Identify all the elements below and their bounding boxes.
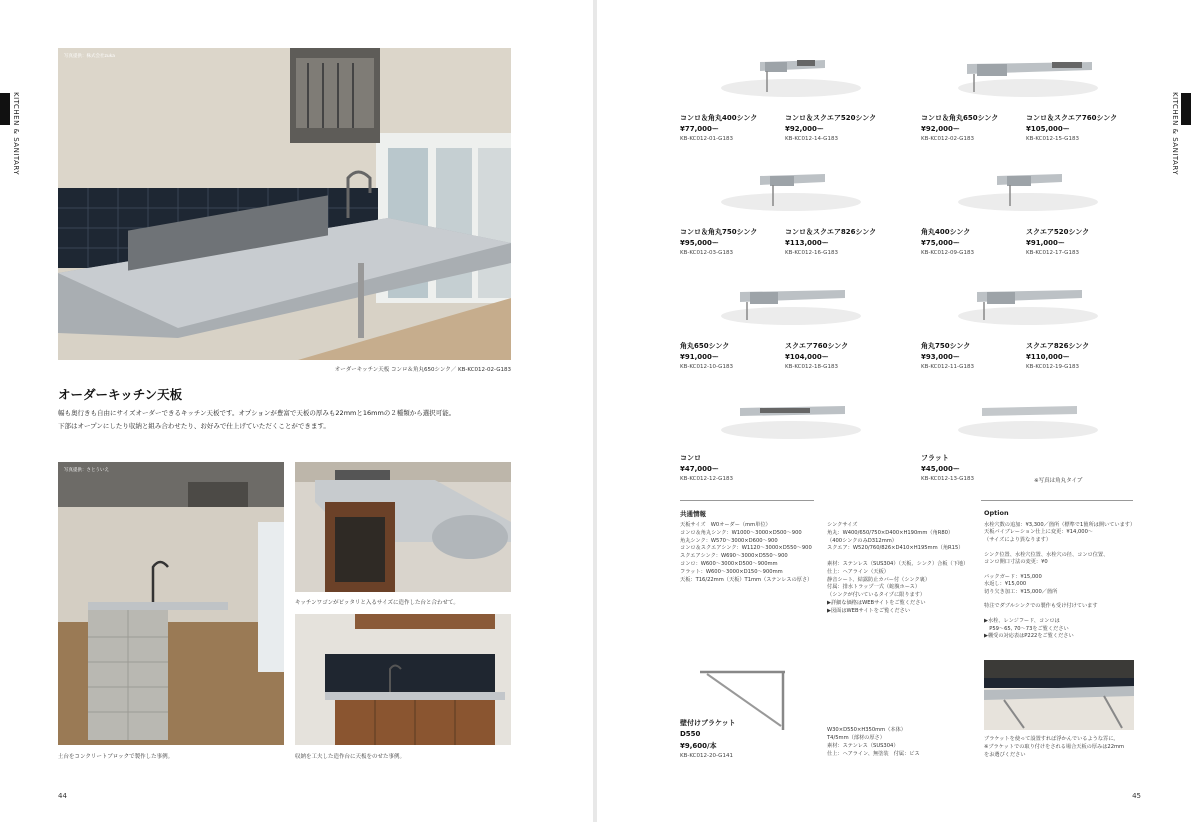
common-info-line: 天板：T16/22mm（天板）T1mm（ステンレスの厚さ）	[680, 576, 813, 583]
common-info-line: コンロ＆角丸シンク：W1000～3000×D500～900	[680, 529, 802, 536]
product-price: ¥91,000ー	[680, 353, 719, 361]
option-line: 切り欠き加工：¥15,000／箇所	[984, 588, 1058, 595]
option-line: （サイズにより異なります）	[984, 536, 1052, 543]
photo-credit: 写真提供：さとういえ	[64, 468, 109, 473]
sink-spec-line: ▶図面はWEBサイトをご覧ください	[827, 607, 911, 614]
product-name: 角丸750シンク	[921, 342, 971, 350]
option-line: 天板バイブレーション仕上に変更：¥14,000～	[984, 529, 1094, 536]
product-code: KB-KC012-17-G183	[1026, 250, 1079, 256]
section-tab	[1181, 93, 1191, 125]
product-code: KB-KC012-18-G183	[785, 364, 838, 370]
sink-spec-line: 素材：ステンレス（SUS304）（天板、シンク）合板（下地）	[827, 561, 969, 567]
option-line: ▶棚受の対応表はP222をご覧ください	[984, 633, 1074, 639]
product-code: KB-KC012-10-G183	[680, 364, 733, 370]
product-code: KB-KC012-14-G183	[785, 136, 838, 142]
storage-kitchen-photo	[295, 614, 511, 745]
sink-spec-line: 付属：排水トラップ一式（蛇腹ホース）	[827, 584, 921, 591]
product-photo	[922, 44, 1134, 98]
common-info-line: スクエアシンク：W690～3000×D550～900	[680, 553, 788, 560]
left-page	[0, 0, 593, 822]
product-code: KB-KC012-11-G183	[921, 364, 974, 370]
sink-spec-line: 角丸：W400/650/750×D400×H190mm（角R80）	[827, 529, 954, 536]
bracket-code: KB-KC012-20-G141	[680, 753, 733, 759]
product-photo	[685, 44, 897, 98]
product-code: KB-KC012-03-G183	[680, 250, 733, 256]
photo-caption: キッチンワゴンがピッタリと入るサイズに造作した台と合わせて。	[295, 600, 459, 606]
photo-note: ※写真は角丸タイプ	[1034, 478, 1083, 484]
photo-credit: 写真提供：株式会社zuka	[64, 54, 115, 59]
option-title: Option	[984, 509, 1009, 517]
product-name: コンロ＆スクエア760シンク	[1026, 114, 1118, 122]
right-page	[597, 0, 1191, 822]
common-info-line: 天板サイズ W0オーダー（mm単位）	[680, 522, 771, 528]
product-photo	[922, 158, 1134, 212]
product-price: ¥91,000ー	[1026, 239, 1065, 247]
product-name: スクエア826シンク	[1026, 342, 1090, 350]
bracket-caption-line: ブラケットを使って設置すれば浮かんでいるような雰に。	[984, 736, 1119, 742]
sink-spec-line: （シンクが付いているタイプに限ります）	[827, 592, 926, 599]
hero-caption: オーダーキッチン天板 コンロ＆角丸650シンク／ KB-KC012-02-G183	[334, 367, 511, 373]
product-code: KB-KC012-09-G183	[921, 250, 974, 256]
page-number: 44	[58, 792, 67, 800]
product-code: KB-KC012-02-G183	[921, 136, 974, 142]
product-name: スクエア760シンク	[785, 342, 849, 350]
product-code: KB-KC012-13-G183	[921, 476, 974, 482]
divider	[981, 500, 1133, 501]
option-line: 特注でダブルシンクでの製作も受け付けています	[984, 603, 1098, 610]
product-code: KB-KC012-01-G183	[680, 136, 733, 142]
section-label: KITCHEN & SANITARY	[1171, 92, 1179, 176]
body-text-line: 下部はオープンにしたり収納と組み合わせたり、お好みで仕上げていただくことができます。	[58, 422, 330, 430]
sink-spec-line: 仕上：ヘアライン（天板）	[827, 568, 889, 575]
option-line: シンク位置、水栓穴位置、水栓穴の径、コンロ位置、	[984, 551, 1109, 558]
bracket-spec-line: W30×D550×H350mm（本体）	[827, 727, 906, 733]
option-line: 水返し：¥15,000	[984, 581, 1027, 588]
product-code: KB-KC012-15-G183	[1026, 136, 1079, 142]
page-title: オーダーキッチン天板	[58, 387, 183, 402]
product-price: ¥105,000ー	[1026, 125, 1070, 133]
sink-spec-line: （400シンクのみD312mm）	[827, 537, 897, 544]
product-name: コンロ＆スクエア826シンク	[785, 228, 877, 236]
product-name: コンロ＆角丸400シンク	[680, 114, 758, 122]
product-name: フラット	[921, 454, 949, 462]
bracket-price: ¥9,600/本	[680, 742, 717, 750]
product-price: ¥45,000ー	[921, 465, 960, 473]
option-line: コンロ開口寸法の変更：¥0	[984, 559, 1048, 565]
product-name: コンロ	[680, 454, 701, 462]
bracket-size: D550	[680, 730, 701, 738]
common-info-line: 角丸シンク：W570～3000×D600～900	[680, 537, 778, 544]
bracket-name: 壁付けブラケット	[680, 719, 736, 727]
common-info-line: フラット：W600～3000×D150～900mm	[680, 568, 783, 575]
product-name: コンロ＆角丸750シンク	[680, 228, 758, 236]
photo-caption: 土台をコンクリートブロックで製作した事例。	[58, 754, 174, 760]
page-number: 45	[1132, 792, 1141, 800]
product-code: KB-KC012-19-G183	[1026, 364, 1079, 370]
product-price: ¥113,000ー	[785, 239, 829, 247]
product-photo	[685, 272, 897, 326]
section-label: KITCHEN & SANITARY	[12, 92, 20, 176]
bracket-spec-line: 素材：ステンレス（SUS304）	[827, 743, 899, 749]
product-code: KB-KC012-16-G183	[785, 250, 838, 256]
option-line: バックガード：¥15,000	[984, 573, 1042, 580]
bracket-caption-line: ※ブラケットでの取り付けをされる場合天板の厚みは22mm	[984, 744, 1125, 750]
bracket-caption-line: をお選びください	[984, 752, 1026, 758]
option-line: 水栓穴数の追加：¥3,300／箇所（標準で1箇所は開いています）	[984, 522, 1136, 528]
bracket-spec-line: 仕上：ヘアライン、無塗装 付属：ビス	[827, 751, 920, 757]
option-line: P59～65, 70～73をご覧ください	[984, 625, 1069, 632]
sink-spec-line: シンクサイズ	[827, 522, 858, 528]
concrete-block-kitchen-photo	[58, 462, 284, 745]
section-tab	[0, 93, 10, 125]
hero-kitchen-photo	[58, 48, 511, 360]
product-name: コンロ＆角丸650シンク	[921, 114, 999, 122]
product-photo	[922, 386, 1134, 440]
product-code: KB-KC012-12-G183	[680, 476, 733, 482]
product-name: スクエア520シンク	[1026, 228, 1090, 236]
product-photo	[685, 158, 897, 212]
sink-spec-line: スクエア：W520/760/826×D410×H195mm（角R15）	[827, 545, 964, 552]
product-name: コンロ＆スクエア520シンク	[785, 114, 877, 122]
product-price: ¥77,000ー	[680, 125, 719, 133]
product-photo	[922, 272, 1134, 326]
body-text-line: 幅も奥行きも自由にサイズオーダーできるキッチン天板です。オプションが豊富で天板の厚みも22mmと16mmの２種類から選択可能。	[58, 409, 456, 417]
bracket-install-photo	[984, 660, 1134, 730]
product-price: ¥47,000ー	[680, 465, 719, 473]
product-name: 角丸650シンク	[680, 342, 730, 350]
bracket-spec-line: T4/5mm（部材の厚さ）	[827, 735, 885, 741]
photo-caption: 収納を工夫した造作台に天板をのせた事例。	[295, 754, 406, 760]
product-price: ¥95,000ー	[680, 239, 719, 247]
product-name: 角丸400シンク	[921, 228, 971, 236]
product-price: ¥104,000ー	[785, 353, 829, 361]
product-price: ¥92,000ー	[785, 125, 824, 133]
sink-spec-line: ▶詳細な価格はWEBサイトをご覧ください	[827, 600, 926, 606]
product-price: ¥75,000ー	[921, 239, 960, 247]
product-price: ¥110,000ー	[1026, 353, 1070, 361]
common-info-line: コンロ＆スクエアシンク：W1120～3000×D550～900	[680, 545, 812, 552]
product-price: ¥93,000ー	[921, 353, 960, 361]
wagon-kitchen-photo	[295, 462, 511, 592]
common-info-title: 共通情報	[680, 510, 706, 518]
product-price: ¥92,000ー	[921, 125, 960, 133]
sink-spec-line: 静音シート、結露防止カバー付（シンク裏）	[827, 576, 931, 583]
common-info-line: コンロ：W600～3000×D500～900mm	[680, 561, 778, 567]
option-line: ▶水栓、レンジフード、コンロは	[984, 618, 1060, 625]
divider	[680, 500, 814, 501]
product-photo	[685, 386, 897, 440]
